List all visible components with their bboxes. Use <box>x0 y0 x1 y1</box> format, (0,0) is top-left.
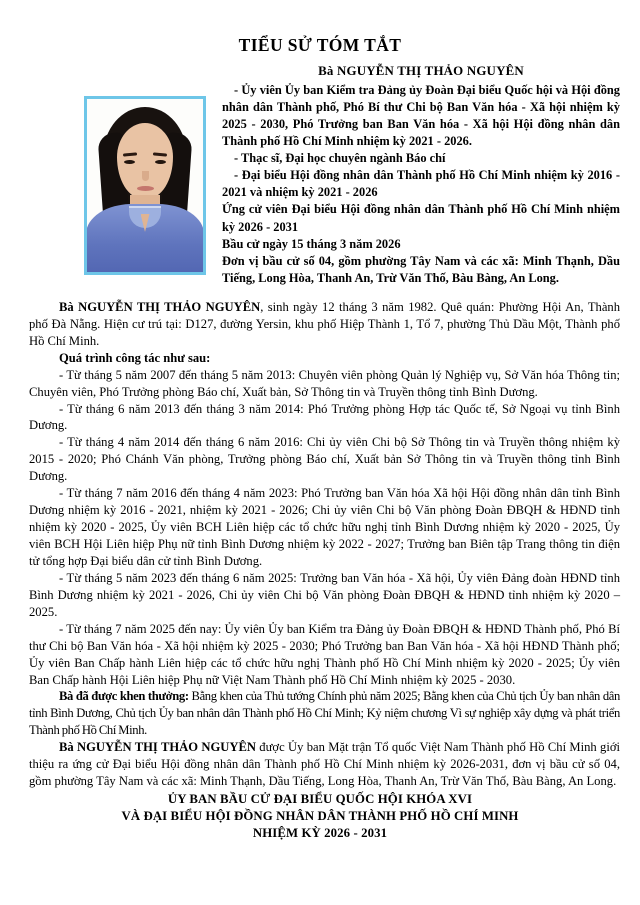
career-heading-text: Quá trình công tác như sau: <box>59 350 211 365</box>
awards-heading: Bà đã được khen thưởng: <box>59 689 189 704</box>
document-footer <box>0 791 640 842</box>
portrait-eye-right <box>155 160 166 164</box>
awards-paragraph <box>29 688 620 739</box>
nomination-text: được Ủy ban Mặt trận Tổ quốc Việt Nam Thành phố Hồ Chí Minh giới thiệu ra ứng cử Đại biểu Hội đồng nhân dân Thành phố Hồ Chí Minh nhiệm kỳ 2026-2031, đơn vị bầu cử số 04, gồm phường Tây Nam và các xã: Minh Thạnh, Dầu Tiếng, Long Hòa, Thanh An, Trừ Văn Thố, Bàu Bàng, An Long. <box>29 740 620 789</box>
candidate-name-heading: Bà NGUYỄN THỊ THẢO NGUYÊN <box>318 63 524 78</box>
career-item: - Từ tháng 7 năm 2025 đến nay: Ủy viên Ủy ban Kiểm tra Đảng ủy Đoàn ĐBQH & HĐND Thành phố, Phó Bí thư Chi bộ Ban Văn hóa - Xã hội nhiệm kỳ 2025 - 2030; Phó Trưởng ban Ban Văn hóa - Xã hội HĐND Thành phố; Ủy viên Ban Chấp hành Liên hiệp các tổ chức hữu nghị Thành phố Hồ Chí Minh nhiệm kỳ 2020 - 2025; Ủy viên Ban Chấp hành Hội Liên hiệp Phụ nữ Việt Nam Thành phố Hồ Chí Minh nhiệm kỳ 2025 - 2030. <box>29 621 620 687</box>
bio-intro-details: , sinh ngày 12 tháng 3 năm 1982. Quê quán: Phường Hội An, Thành phố Đà Nẵng. Hiện cư trú tại: D127, đường Yersin, khu phố Hiệp Thành 1, Tổ 7, phường Thủ Dầu Một, Thành phố Hồ Chí Minh. <box>29 299 620 348</box>
bio-intro-name: Bà NGUYỄN THỊ THẢO NGUYÊN <box>59 299 261 314</box>
summary-line-election-date: Bầu cử ngày 15 tháng 3 năm 2026 <box>222 236 401 251</box>
nomination-name: Bà NGUYỄN THỊ THẢO NGUYÊN <box>59 740 256 755</box>
career-item: - Từ tháng 4 năm 2014 đến tháng 6 năm 2016: Chi ủy viên Chi bộ Sở Thông tin và Truyền thông nhiệm kỳ 2015 - 2020; Phó Chánh Văn phòng, Trưởng phòng Báo chí, Xuất bản Sở Thông tin và Truyền thông tỉnh Bình Dương. <box>29 435 620 484</box>
portrait-eye-left <box>124 160 135 164</box>
career-heading <box>29 350 620 367</box>
page-title: TIỂU SỬ TÓM TẮT <box>238 35 402 55</box>
summary-line-education: - Thạc sĩ, Đại học chuyên ngành Báo chí <box>234 151 446 166</box>
portrait-image <box>87 99 203 272</box>
career-item: - Từ tháng 6 năm 2013 đến tháng 3 năm 2014: Phó Trưởng phòng Hợp tác Quốc tế, Sở Ngoại vụ tỉnh Bình Dương. <box>29 401 620 433</box>
footer-line-term: NHIỆM KỲ 2026 - 2031 <box>252 825 388 840</box>
summary-line-delegate-terms: - Đại biểu Hội đồng nhân dân Thành phố Hồ Chí Minh nhiệm kỳ 2016 - 2021 và nhiệm kỳ 2021 - 2026 <box>222 168 620 200</box>
header-section <box>0 63 640 299</box>
footer-line-council: VÀ ĐẠI BIỂU HỘI ĐỒNG NHÂN DÂN THÀNH PHỐ HỒ CHÍ MINH <box>121 808 519 823</box>
awards-text: Bằng khen của Thủ tướng Chính phủ năm 2025; Bằng khen của Chủ tịch Ủy ban nhân dân tỉnh Bình Dương, Chủ tịch Ủy ban nhân dân Thành phố Hồ Chí Minh; Kỷ niệm chương Vì sự nghiệp xây dựng và phát triển Thành phố Hồ Chí Minh. <box>29 689 620 738</box>
summary-line-positions: - Ủy viên Ủy ban Kiểm tra Đảng ủy Đoàn Đại biểu Quốc hội và Hội đồng nhân dân Thành phố, Phó Bí thư Chi bộ Ban Văn hóa - Xã hội nhiệm kỳ 2025 - 2030, Phó Trưởng ban Ban Văn hóa - Xã hội Hội đồng nhân dân Thành phố Hồ Chí Minh nhiệm kỳ 2021 - 2026. <box>222 82 620 148</box>
footer-line-committee: ỦY BAN BẦU CỬ ĐẠI BIỂU QUỐC HỘI KHÓA XVI <box>167 792 473 807</box>
bio-intro-paragraph <box>29 299 620 350</box>
portrait-nose <box>142 171 149 181</box>
nomination-paragraph <box>29 739 620 790</box>
portrait-mouth <box>137 186 154 191</box>
candidate-summary-block <box>222 63 620 287</box>
career-item: - Từ tháng 7 năm 2016 đến tháng 4 năm 2023: Phó Trưởng ban Văn hóa Xã hội Hội đồng nhân dân tỉnh Bình Dương nhiệm kỳ 2016 - 2021, nhiệm kỳ 2021 - 2026; Chi ủy viên Chi bộ Văn phòng Đoàn ĐBQH & HĐND tỉnh nhiệm kỳ 2020 - 2025, Ủy viên BCH Liên hiệp các tổ chức hữu nghị tỉnh Bình Dương nhiệm kỳ 2020 - 2025, Ủy viên BCH Hội Liên hiệp Phụ nữ tỉnh Bình Dương nhiệm kỳ 2022 - 2027; Trưởng ban Biên tập Trang thông tin điện tử tổng hợp Đại biểu dân cử tỉnh Bình Dương. <box>29 486 620 568</box>
candidate-portrait-photo <box>84 96 206 275</box>
summary-line-constituency: Đơn vị bầu cử số 04, gồm phường Tây Nam và các xã: Minh Thạnh, Dầu Tiếng, Long Hòa, Thanh An, Trừ Văn Thố, Bàu Bàng, An Long. <box>222 253 620 285</box>
biography-body <box>29 299 620 790</box>
summary-line-candidacy: Ứng cử viên Đại biểu Hội đồng nhân dân Thành phố Hồ Chí Minh nhiệm kỳ 2026 - 2031 <box>222 202 620 234</box>
career-item: - Từ tháng 5 năm 2007 đến tháng 5 năm 2013: Chuyên viên phòng Quản lý Nghiệp vụ, Sở Văn hóa Thông tin; Chuyên viên, Phó Trưởng phòng Báo chí, Xuất bản, Sở Thông tin và Truyền thông tỉnh Bình Dương. <box>29 367 620 399</box>
career-item: - Từ tháng 5 năm 2023 đến tháng 6 năm 2025: Trưởng ban Văn hóa - Xã hội, Ủy viên Đảng đoàn HĐND tỉnh Bình Dương nhiệm kỳ 2021 - 2026, Chi ủy viên Chi bộ Văn phòng Đoàn ĐBQH & HĐND tỉnh nhiệm kỳ 2020 – 2025. <box>29 570 620 619</box>
